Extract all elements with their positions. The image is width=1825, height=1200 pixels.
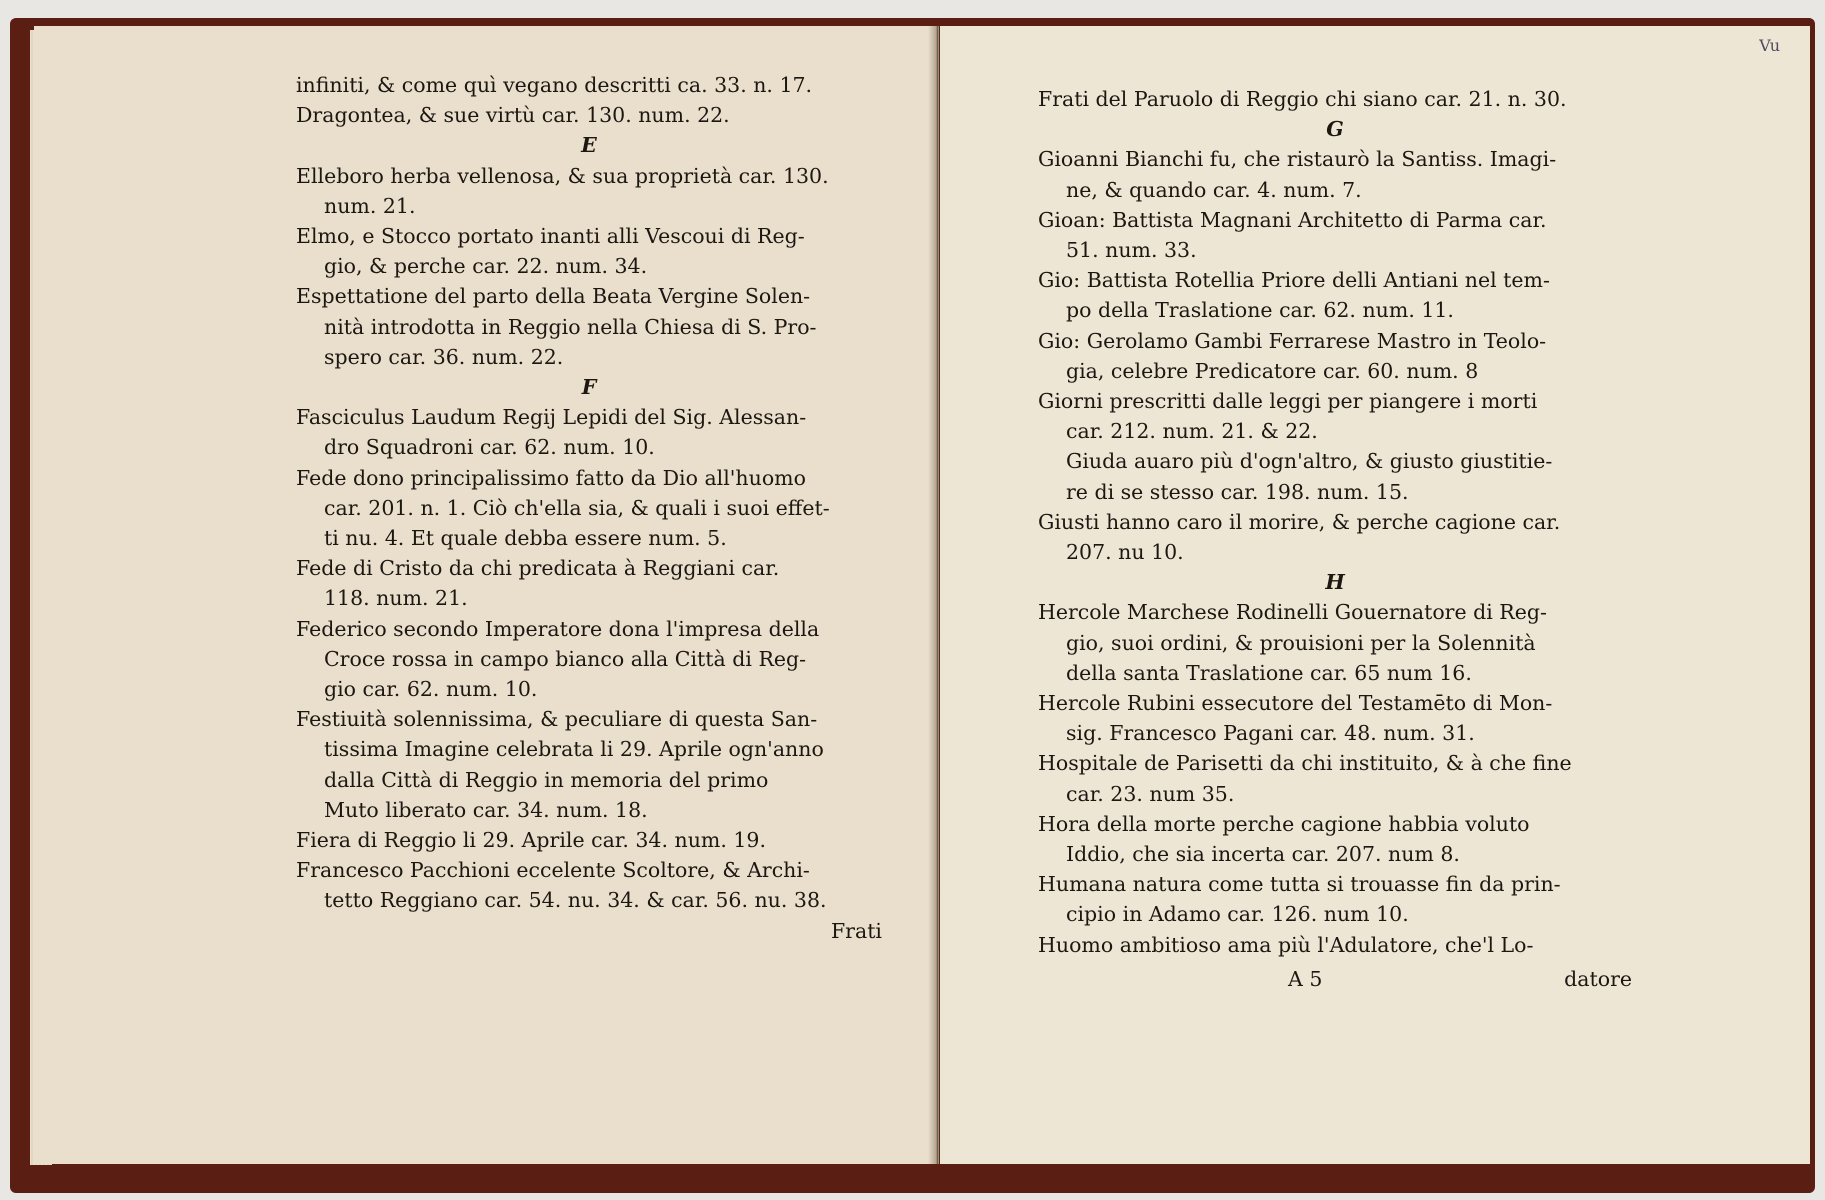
section-letter-h: H — [1325, 570, 1345, 595]
index-line: della santa Traslatione car. 65 num 16. — [1066, 660, 1472, 685]
left-page — [34, 26, 939, 1164]
index-line: 118. num. 21. — [324, 586, 468, 611]
index-line: tetto Reggiano car. 54. nu. 34. & car. 56. nu. 38. — [324, 888, 827, 913]
index-line: gio, suoi ordini, & prouisioni per la Solennità — [1066, 630, 1536, 655]
index-line: Giorni prescritti dalle leggi per piangere i morti — [1038, 389, 1538, 414]
index-line: sig. Francesco Pagani car. 48. num. 31. — [1066, 721, 1475, 746]
page-mark: Vu — [1759, 36, 1780, 55]
index-line: gia, celebre Predicatore car. 60. num. 8 — [1066, 358, 1479, 383]
index-line: Muto liberato car. 34. num. 18. — [324, 797, 648, 822]
section-letter-f: F — [581, 375, 597, 400]
index-line: tissima Imagine celebrata li 29. Aprile ogn'anno — [324, 737, 824, 762]
index-line: Humana natura come tutta si trouasse fin da prin- — [1038, 872, 1561, 897]
index-line: Francesco Pacchioni eccelente Scoltore, & Archi- — [296, 858, 810, 883]
index-line: spero car. 36. num. 22. — [324, 344, 564, 369]
index-line: infiniti, & come quì vegano descritti ca. 33. n. 17. — [296, 73, 813, 97]
page-footer — [1038, 964, 1632, 994]
index-line: gio car. 62. num. 10. — [324, 677, 538, 702]
section-letter-g: G — [1326, 117, 1344, 142]
index-line: gio, & perche car. 22. num. 34. — [324, 254, 648, 279]
index-line: 207. nu 10. — [1066, 540, 1184, 565]
index-line: car. 23. num 35. — [1066, 781, 1235, 806]
left-page-text — [296, 70, 882, 946]
index-line: Fiera di Reggio li 29. Aprile car. 34. num. 19. — [296, 828, 766, 853]
index-line: Gioan: Battista Magnani Architetto di Parma car. — [1038, 207, 1547, 232]
index-line: Hora della morte perche cagione habbia voluto — [1038, 811, 1530, 836]
index-line: po della Traslatione car. 62. num. 11. — [1066, 298, 1454, 323]
index-line: Elmo, e Stocco portato inanti alli Vescoui di Reg- — [296, 224, 805, 249]
index-line: Fasciculus Laudum Regij Lepidi del Sig. Alessan- — [296, 405, 807, 430]
index-line: Hercole Rubini essecutore del Testamēto di Mon- — [1038, 691, 1553, 716]
index-line: car. 201. n. 1. Ciò ch'ella sia, & quali i suoi effet- — [324, 495, 830, 520]
index-line: Hercole Marchese Rodinelli Gouernatore di Reg- — [1038, 600, 1547, 625]
index-line: dalla Città di Reggio in memoria del primo — [324, 767, 769, 792]
index-line: nità introdotta in Reggio nella Chiesa di S. Pro- — [324, 314, 817, 339]
index-line: Croce rossa in campo bianco alla Città di Reg- — [324, 646, 807, 671]
index-line: Hospitale de Parisetti da chi instituito, & à che fine — [1038, 751, 1572, 776]
index-line: Fede dono principalissimo fatto da Dio all'huomo — [296, 465, 806, 490]
index-line: num. 21. — [324, 193, 416, 218]
right-page — [940, 26, 1810, 1164]
index-line: Espettatione del parto della Beata Vergine Solen- — [296, 284, 811, 309]
index-line: Huomo ambitioso ama più l'Adulatore, che'l Lo- — [1038, 932, 1534, 957]
index-line: dro Squadroni car. 62. num. 10. — [324, 435, 655, 460]
catchword: datore — [1564, 966, 1632, 991]
index-line: Gioanni Bianchi fu, che ristaurò la Santiss. Imagi- — [1038, 147, 1557, 172]
index-line: Giuda auaro più d'ogn'altro, & giusto giustitie- — [1066, 449, 1553, 474]
index-line: re di se stesso car. 198. num. 15. — [1066, 479, 1409, 504]
index-line: cipio in Adamo car. 126. num 10. — [1066, 902, 1409, 927]
index-line: Frati del Paruolo di Reggio chi siano car. 21. n. 30. — [1038, 87, 1567, 111]
catchword: Frati — [830, 918, 882, 943]
index-line: Gio: Battista Rotellia Priore delli Antiani nel tem- — [1038, 268, 1550, 293]
index-line: Federico secondo Imperatore dona l'impresa della — [296, 616, 820, 641]
index-line: Dragontea, & sue virtù car. 130. num. 22. — [296, 103, 730, 128]
section-letter-e: E — [581, 133, 597, 158]
index-line: Festiuità solennissima, & peculiare di questa San- — [296, 707, 818, 732]
index-line: Fede di Cristo da chi predicata à Reggiani car. — [296, 556, 780, 581]
index-line: car. 212. num. 21. & 22. — [1066, 419, 1318, 444]
index-line: Gio: Gerolamo Gambi Ferrarese Mastro in Teolo- — [1038, 328, 1547, 353]
right-page-text — [1038, 84, 1632, 994]
index-line: 51. num. 33. — [1066, 238, 1197, 263]
index-line: ti nu. 4. Et quale debba essere num. 5. — [324, 526, 727, 551]
index-line: Giusti hanno caro il morire, & perche cagione car. — [1038, 509, 1561, 534]
index-line: ne, & quando car. 4. num. 7. — [1066, 177, 1362, 202]
index-line: Elleboro herba vellenosa, & sua proprietà car. 130. — [296, 163, 829, 188]
signature-mark: A 5 — [1288, 966, 1323, 991]
index-line: Iddio, che sia incerta car. 207. num 8. — [1066, 842, 1460, 867]
